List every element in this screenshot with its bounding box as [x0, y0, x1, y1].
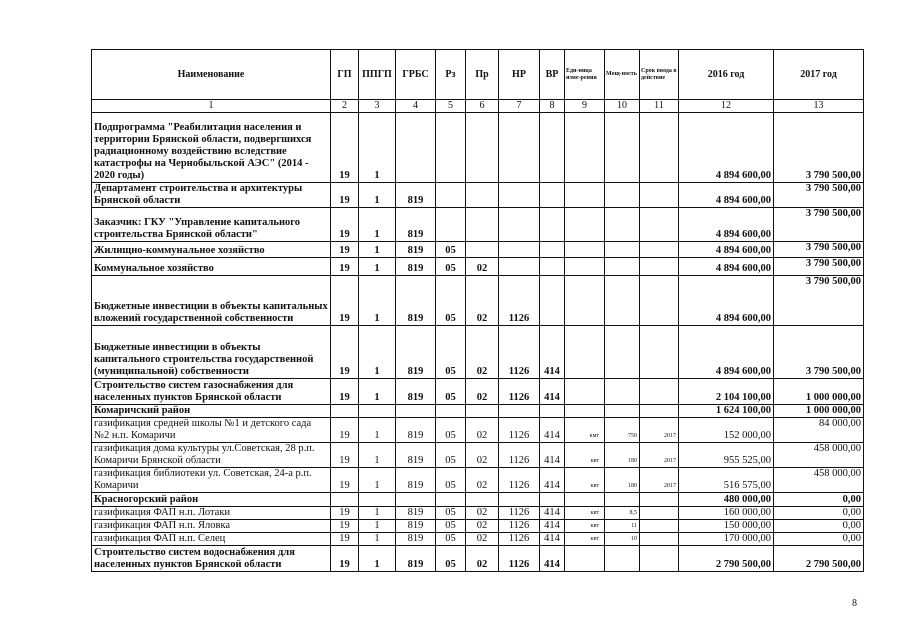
cell-nr: [499, 258, 540, 276]
cell-term: [640, 276, 679, 326]
cell-pr: [466, 493, 499, 507]
cell-gp: 19: [331, 533, 359, 546]
cell-unit: [565, 208, 605, 242]
table-row: [92, 443, 864, 468]
cell-name: Комаричский район: [92, 405, 331, 418]
cell-y2017: 3 790 500,00: [774, 276, 864, 326]
col-number: 5: [436, 100, 466, 113]
cell-rz: [436, 493, 466, 507]
cell-term: [640, 208, 679, 242]
col-number: 1: [92, 100, 331, 113]
cell-grbs: 819: [396, 326, 436, 379]
cell-y2017: 3 790 500,00: [774, 242, 864, 258]
table-row: [92, 379, 864, 405]
cell-grbs: 819: [396, 276, 436, 326]
table-row: [92, 242, 864, 258]
cell-power: [605, 276, 640, 326]
cell-ppgp: 1: [359, 183, 396, 208]
cell-unit: [565, 258, 605, 276]
cell-y2017: 3 790 500,00: [774, 183, 864, 208]
col-number: 11: [640, 100, 679, 113]
cell-rz: 05: [436, 507, 466, 520]
cell-name: Бюджетные инвестиции в объекты капитального строительства государственной (муниципальной) собственности: [92, 326, 331, 379]
cell-pr: [466, 208, 499, 242]
cell-rz: 05: [436, 443, 466, 468]
cell-ppgp: [359, 493, 396, 507]
cell-ppgp: 1: [359, 208, 396, 242]
col-header-name: Наименование: [92, 50, 331, 100]
cell-name: газификация ФАП н.п. Селец: [92, 533, 331, 546]
cell-nr: [499, 183, 540, 208]
cell-pr: 02: [466, 468, 499, 493]
cell-y2017: 3 790 500,00: [774, 208, 864, 242]
cell-ppgp: 1: [359, 276, 396, 326]
cell-power: [605, 405, 640, 418]
cell-name: Строительство систем газоснабжения для населенных пунктов Брянской области: [92, 379, 331, 405]
cell-rz: 05: [436, 258, 466, 276]
cell-name: Бюджетные инвестиции в объекты капитальных вложений государственной собственности: [92, 276, 331, 326]
cell-ppgp: 1: [359, 418, 396, 443]
col-header-2017: 2017 год: [774, 50, 864, 100]
cell-rz: 05: [436, 379, 466, 405]
cell-grbs: 819: [396, 533, 436, 546]
cell-name: Жилищно-коммунальное хозяйство: [92, 242, 331, 258]
cell-ppgp: 1: [359, 258, 396, 276]
cell-unit: [565, 405, 605, 418]
cell-y2016: 4 894 600,00: [679, 258, 774, 276]
cell-gp: 19: [331, 468, 359, 493]
cell-nr: 1126: [499, 468, 540, 493]
cell-y2016: 955 525,00: [679, 443, 774, 468]
cell-gp: 19: [331, 507, 359, 520]
cell-gp: 19: [331, 276, 359, 326]
cell-nr: [499, 242, 540, 258]
cell-term: [640, 546, 679, 572]
cell-pr: [466, 183, 499, 208]
cell-grbs: [396, 405, 436, 418]
cell-term: [640, 533, 679, 546]
cell-vr: 414: [540, 326, 565, 379]
cell-grbs: 819: [396, 507, 436, 520]
cell-gp: 19: [331, 443, 359, 468]
cell-grbs: [396, 113, 436, 183]
cell-name: газификация ФАП н.п. Лотаки: [92, 507, 331, 520]
cell-gp: 19: [331, 113, 359, 183]
cell-vr: [540, 183, 565, 208]
cell-rz: [436, 405, 466, 418]
cell-ppgp: 1: [359, 443, 396, 468]
cell-power: [605, 326, 640, 379]
col-header-power: Мощ-ность: [605, 50, 640, 100]
cell-vr: 414: [540, 507, 565, 520]
cell-term: [640, 258, 679, 276]
budget-table: [91, 49, 864, 572]
cell-term: [640, 113, 679, 183]
cell-rz: 05: [436, 418, 466, 443]
cell-power: 180: [605, 443, 640, 468]
cell-power: [605, 493, 640, 507]
cell-y2017: 0,00: [774, 520, 864, 533]
cell-unit: [565, 326, 605, 379]
cell-power: 10: [605, 533, 640, 546]
cell-pr: 02: [466, 507, 499, 520]
cell-y2017: 3 790 500,00: [774, 258, 864, 276]
cell-power: 180: [605, 468, 640, 493]
cell-grbs: 819: [396, 258, 436, 276]
cell-term: 2017: [640, 418, 679, 443]
cell-term: [640, 405, 679, 418]
col-number: 10: [605, 100, 640, 113]
table-row: [92, 183, 864, 208]
cell-y2016: 1 624 100,00: [679, 405, 774, 418]
cell-gp: 19: [331, 379, 359, 405]
cell-vr: [540, 242, 565, 258]
cell-nr: 1126: [499, 507, 540, 520]
cell-term: 2017: [640, 468, 679, 493]
cell-vr: [540, 258, 565, 276]
cell-nr: [499, 493, 540, 507]
cell-unit: [565, 276, 605, 326]
table-row: [92, 326, 864, 379]
cell-pr: [466, 113, 499, 183]
cell-rz: 05: [436, 533, 466, 546]
col-number: 13: [774, 100, 864, 113]
cell-vr: [540, 405, 565, 418]
col-header-term: Срок ввода в действие: [640, 50, 679, 100]
table-row: [92, 405, 864, 418]
cell-pr: 02: [466, 276, 499, 326]
cell-term: 2017: [640, 443, 679, 468]
cell-y2017: 84 000,00: [774, 418, 864, 443]
cell-y2016: 4 894 600,00: [679, 208, 774, 242]
col-number: 9: [565, 100, 605, 113]
col-number: 4: [396, 100, 436, 113]
cell-term: [640, 326, 679, 379]
cell-rz: 05: [436, 546, 466, 572]
column-number-row: [92, 100, 864, 113]
cell-name: Заказчик: ГКУ "Управление капитального строительства Брянской области": [92, 208, 331, 242]
cell-pr: 02: [466, 533, 499, 546]
col-number: 3: [359, 100, 396, 113]
cell-grbs: 819: [396, 379, 436, 405]
cell-y2017: 1 000 000,00: [774, 405, 864, 418]
col-number: 2: [331, 100, 359, 113]
cell-unit: квт: [565, 443, 605, 468]
cell-name: газификация дома культуры ул.Советская, 28 р.п. Комаричи Брянской области: [92, 443, 331, 468]
col-header-unit: Еди-ница изме-рения: [565, 50, 605, 100]
cell-gp: 19: [331, 520, 359, 533]
cell-y2017: 3 790 500,00: [774, 113, 864, 183]
table-row: [92, 520, 864, 533]
cell-unit: квт: [565, 507, 605, 520]
table-row: [92, 533, 864, 546]
col-number: 7: [499, 100, 540, 113]
cell-y2017: 0,00: [774, 493, 864, 507]
cell-vr: 414: [540, 468, 565, 493]
cell-ppgp: 1: [359, 507, 396, 520]
cell-ppgp: 1: [359, 520, 396, 533]
cell-unit: [565, 493, 605, 507]
cell-vr: 414: [540, 418, 565, 443]
cell-ppgp: 1: [359, 379, 396, 405]
cell-gp: 19: [331, 258, 359, 276]
cell-power: [605, 208, 640, 242]
cell-name: Коммунальное хозяйство: [92, 258, 331, 276]
cell-nr: [499, 113, 540, 183]
table-row: [92, 418, 864, 443]
cell-nr: 1126: [499, 418, 540, 443]
cell-power: 750: [605, 418, 640, 443]
cell-term: [640, 242, 679, 258]
cell-gp: 19: [331, 183, 359, 208]
col-header-nr: НР: [499, 50, 540, 100]
cell-vr: 414: [540, 379, 565, 405]
cell-name: газификация библиотеки ул. Советская, 24-а р.п. Комаричи: [92, 468, 331, 493]
cell-name: Красногорский район: [92, 493, 331, 507]
cell-name: Строительство систем водоснабжения для населенных пунктов Брянской области: [92, 546, 331, 572]
cell-name: Подпрограмма "Реабилитация населения и территории Брянской области, подвергшихся радиационному воздействию вследствие катастрофы на Чернобыльской АЭС" (2014 - 2020 годы): [92, 113, 331, 183]
cell-y2017: 0,00: [774, 533, 864, 546]
cell-term: [640, 520, 679, 533]
cell-vr: 414: [540, 546, 565, 572]
cell-gp: 19: [331, 326, 359, 379]
col-header-pr: Пр: [466, 50, 499, 100]
cell-y2017: 2 790 500,00: [774, 546, 864, 572]
cell-term: [640, 379, 679, 405]
cell-pr: [466, 405, 499, 418]
table-row: [92, 493, 864, 507]
cell-unit: [565, 379, 605, 405]
cell-rz: 05: [436, 242, 466, 258]
cell-pr: 02: [466, 546, 499, 572]
cell-nr: [499, 208, 540, 242]
cell-pr: [466, 242, 499, 258]
cell-nr: 1126: [499, 443, 540, 468]
cell-unit: кмт: [565, 418, 605, 443]
table-row: [92, 546, 864, 572]
cell-y2016: 152 000,00: [679, 418, 774, 443]
cell-y2016: 2 790 500,00: [679, 546, 774, 572]
cell-grbs: 819: [396, 443, 436, 468]
cell-grbs: 819: [396, 468, 436, 493]
cell-nr: [499, 405, 540, 418]
cell-unit: [565, 242, 605, 258]
cell-gp: 19: [331, 418, 359, 443]
cell-grbs: 819: [396, 183, 436, 208]
cell-pr: 02: [466, 326, 499, 379]
cell-y2017: 0,00: [774, 507, 864, 520]
page-number: 8: [852, 598, 857, 609]
cell-pr: 02: [466, 379, 499, 405]
cell-power: [605, 379, 640, 405]
cell-rz: [436, 208, 466, 242]
col-number: 8: [540, 100, 565, 113]
cell-term: [640, 183, 679, 208]
cell-y2016: 516 575,00: [679, 468, 774, 493]
table-body: [92, 113, 864, 572]
table-row: [92, 258, 864, 276]
cell-power: [605, 258, 640, 276]
cell-nr: 1126: [499, 520, 540, 533]
cell-ppgp: 1: [359, 113, 396, 183]
cell-y2016: 160 000,00: [679, 507, 774, 520]
cell-ppgp: 1: [359, 533, 396, 546]
cell-ppgp: [359, 405, 396, 418]
cell-rz: [436, 183, 466, 208]
cell-y2016: 4 894 600,00: [679, 183, 774, 208]
cell-gp: [331, 493, 359, 507]
cell-pr: 02: [466, 443, 499, 468]
cell-rz: 05: [436, 468, 466, 493]
cell-term: [640, 507, 679, 520]
cell-rz: [436, 113, 466, 183]
cell-gp: 19: [331, 208, 359, 242]
cell-vr: [540, 493, 565, 507]
cell-y2016: 480 000,00: [679, 493, 774, 507]
header-row: [92, 50, 864, 100]
cell-power: [605, 242, 640, 258]
cell-unit: квт: [565, 468, 605, 493]
cell-y2017: 1 000 000,00: [774, 379, 864, 405]
cell-unit: квт: [565, 520, 605, 533]
cell-vr: [540, 276, 565, 326]
cell-gp: 19: [331, 546, 359, 572]
cell-ppgp: 1: [359, 546, 396, 572]
cell-y2016: 4 894 600,00: [679, 242, 774, 258]
cell-ppgp: 1: [359, 242, 396, 258]
cell-grbs: 819: [396, 208, 436, 242]
cell-nr: 1126: [499, 379, 540, 405]
table-row: [92, 507, 864, 520]
cell-power: [605, 113, 640, 183]
cell-power: [605, 546, 640, 572]
cell-nr: 1126: [499, 546, 540, 572]
cell-vr: 414: [540, 520, 565, 533]
cell-rz: 05: [436, 276, 466, 326]
cell-nr: 1126: [499, 533, 540, 546]
cell-vr: 414: [540, 533, 565, 546]
cell-power: 11: [605, 520, 640, 533]
cell-vr: 414: [540, 443, 565, 468]
cell-pr: 02: [466, 520, 499, 533]
cell-name: газификация ФАП н.п. Яловка: [92, 520, 331, 533]
cell-term: [640, 493, 679, 507]
cell-nr: 1126: [499, 276, 540, 326]
cell-unit: квт: [565, 533, 605, 546]
cell-y2016: 150 000,00: [679, 520, 774, 533]
table-row: [92, 113, 864, 183]
cell-name: Департамент строительства и архитектуры Брянской области: [92, 183, 331, 208]
table-row: [92, 276, 864, 326]
cell-pr: 02: [466, 418, 499, 443]
cell-nr: 1126: [499, 326, 540, 379]
col-header-grbs: ГРБС: [396, 50, 436, 100]
cell-grbs: 819: [396, 546, 436, 572]
cell-y2016: 4 894 600,00: [679, 113, 774, 183]
col-number: 6: [466, 100, 499, 113]
col-header-ppgp: ППГП: [359, 50, 396, 100]
cell-unit: [565, 113, 605, 183]
cell-gp: [331, 405, 359, 418]
cell-rz: 05: [436, 326, 466, 379]
cell-ppgp: 1: [359, 468, 396, 493]
table-row: [92, 208, 864, 242]
cell-power: 8,5: [605, 507, 640, 520]
cell-y2016: 4 894 600,00: [679, 326, 774, 379]
cell-name: газификация средней школы №1 и детского сада №2 н.п. Комаричи: [92, 418, 331, 443]
cell-vr: [540, 113, 565, 183]
col-header-gp: ГП: [331, 50, 359, 100]
cell-grbs: 819: [396, 242, 436, 258]
cell-y2016: 2 104 100,00: [679, 379, 774, 405]
cell-y2017: 458 000,00: [774, 468, 864, 493]
col-header-2016: 2016 год: [679, 50, 774, 100]
cell-unit: [565, 546, 605, 572]
cell-power: [605, 183, 640, 208]
cell-unit: [565, 183, 605, 208]
cell-y2017: 3 790 500,00: [774, 326, 864, 379]
cell-grbs: 819: [396, 418, 436, 443]
col-header-rz: Рз: [436, 50, 466, 100]
cell-y2016: 4 894 600,00: [679, 276, 774, 326]
cell-gp: 19: [331, 242, 359, 258]
table-row: [92, 468, 864, 493]
col-number: 12: [679, 100, 774, 113]
cell-pr: 02: [466, 258, 499, 276]
cell-y2016: 170 000,00: [679, 533, 774, 546]
cell-rz: 05: [436, 520, 466, 533]
cell-y2017: 458 000,00: [774, 443, 864, 468]
cell-grbs: [396, 493, 436, 507]
cell-vr: [540, 208, 565, 242]
col-header-vr: ВР: [540, 50, 565, 100]
cell-ppgp: 1: [359, 326, 396, 379]
cell-grbs: 819: [396, 520, 436, 533]
